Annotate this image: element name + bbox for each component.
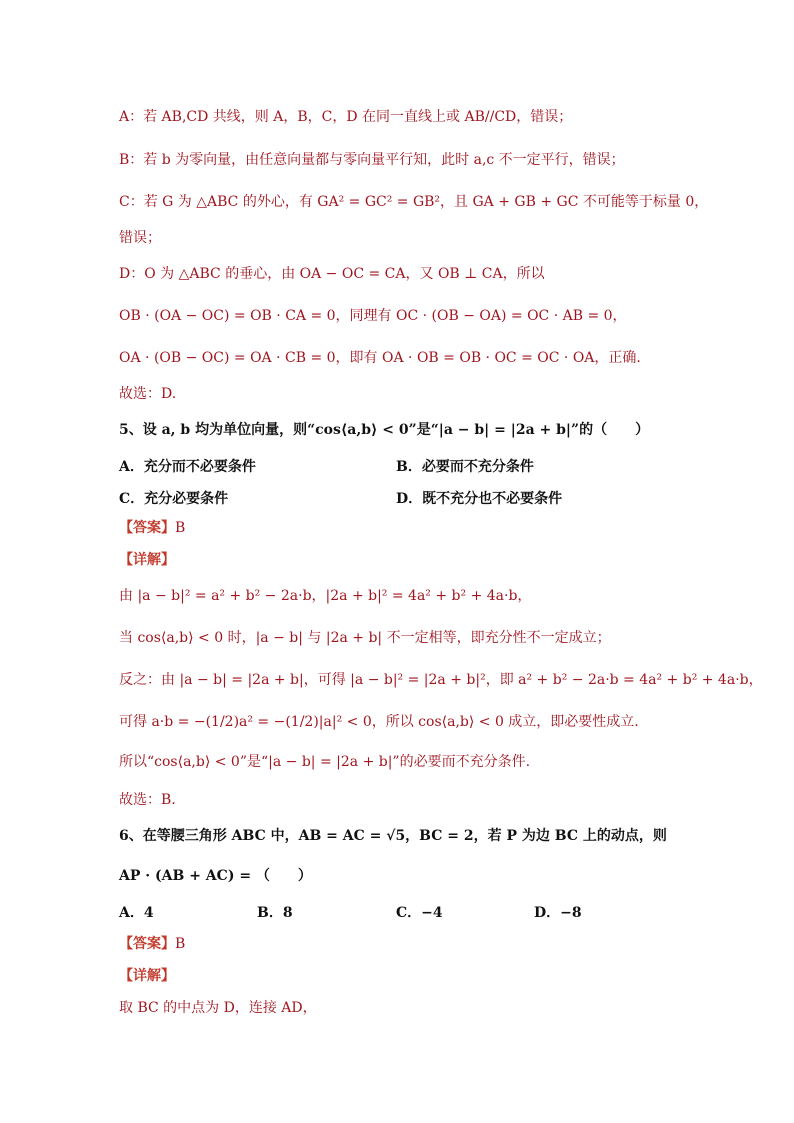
q5-conclusion: 故选：B. <box>119 792 176 808</box>
q5-option-c: C．充分必要条件 <box>119 491 229 507</box>
q5-detail-line2: 当 cos⟨a,b⟩ < 0 时，|a − b| 与 |2a + b| 不一定相等，即充分性不一定成立； <box>119 630 611 646</box>
q6-detail-line1: 取 BC 的中点为 D，连接 AD， <box>119 1000 317 1016</box>
q5-option-a: A．充分而不必要条件 <box>119 459 256 475</box>
conclusion-q4: 故选：D. <box>119 386 177 402</box>
q6-option-a: A．4 <box>119 905 154 921</box>
explanation-a: A：若 AB,CD 共线，则 A，B，C，D 在同一直线上或 AB//CD，错误； <box>119 109 573 125</box>
q6-option-d: D．−8 <box>534 905 582 921</box>
q6-stem-line1: 6、在等腰三角形 ABC 中，AB = AC = √5，BC = 2，若 P 为边 BC 上的动点，则 <box>119 828 667 844</box>
q5-detail-tag: 【详解】 <box>119 552 175 568</box>
q6-answer <box>119 934 185 954</box>
answer-tag: 【答案】 <box>119 936 175 952</box>
q5-detail-line1: 由 |a − b|² = a² + b² − 2a·b，|2a + b|² = 4a² + b² + 4a·b， <box>119 588 532 604</box>
q6-detail-tag: 【详解】 <box>119 968 175 984</box>
q6-option-b: B．8 <box>257 905 293 921</box>
q6-option-c: C．−4 <box>396 905 443 921</box>
q6-stem-line2: AP · (AB + AC) = （ ） <box>119 868 312 884</box>
explanation-d-line3: OA · (OB − OC) = OA · CB = 0，即有 OA · OB = OB · OC = OC · OA，正确. <box>119 350 641 366</box>
answer-value: B <box>175 520 186 536</box>
q5-detail-line3: 反之：由 |a − b| = |2a + b|，可得 |a − b|² = |2a + b|²，即 a² + b² − 2a·b = 4a² + b² + 4a·b， <box>119 672 763 688</box>
q5-detail-line4: 可得 a·b = −(1/2)a² = −(1/2)|a|² < 0，所以 cos⟨a,b⟩ < 0 成立，即必要性成立. <box>119 714 639 730</box>
q5-option-b: B．必要而不充分条件 <box>396 459 534 475</box>
q5-stem: 5、设 a, b 均为单位向量，则“cos⟨a,b⟩ < 0”是“|a − b| = |2a + b|”的（ ） <box>119 422 650 438</box>
explanation-c-line1: C：若 G 为 △ABC 的外心，有 GA² = GC² = GB²，且 GA + GB + GC 不可能等于标量 0， <box>119 194 709 210</box>
explanation-d-line1: D：O 为 △ABC 的垂心，由 OA − OC = CA，又 OB ⊥ CA，所以 <box>119 266 545 282</box>
answer-value: B <box>175 936 186 952</box>
explanation-c-line2: 错误； <box>119 230 161 246</box>
q5-detail-line5: 所以“cos⟨a,b⟩ < 0”是“|a − b| = |2a + b|”的必要而不充分条件. <box>119 754 531 770</box>
q5-answer <box>119 518 185 538</box>
answer-tag: 【答案】 <box>119 520 175 536</box>
explanation-d-line2: OB · (OA − OC) = OB · CA = 0，同理有 OC · (OB − OA) = OC · AB = 0， <box>119 308 627 324</box>
q5-option-d: D．既不充分也不必要条件 <box>396 491 563 507</box>
explanation-b: B：若 b 为零向量，由任意向量都与零向量平行知，此时 a,c 不一定平行，错误； <box>119 152 625 168</box>
